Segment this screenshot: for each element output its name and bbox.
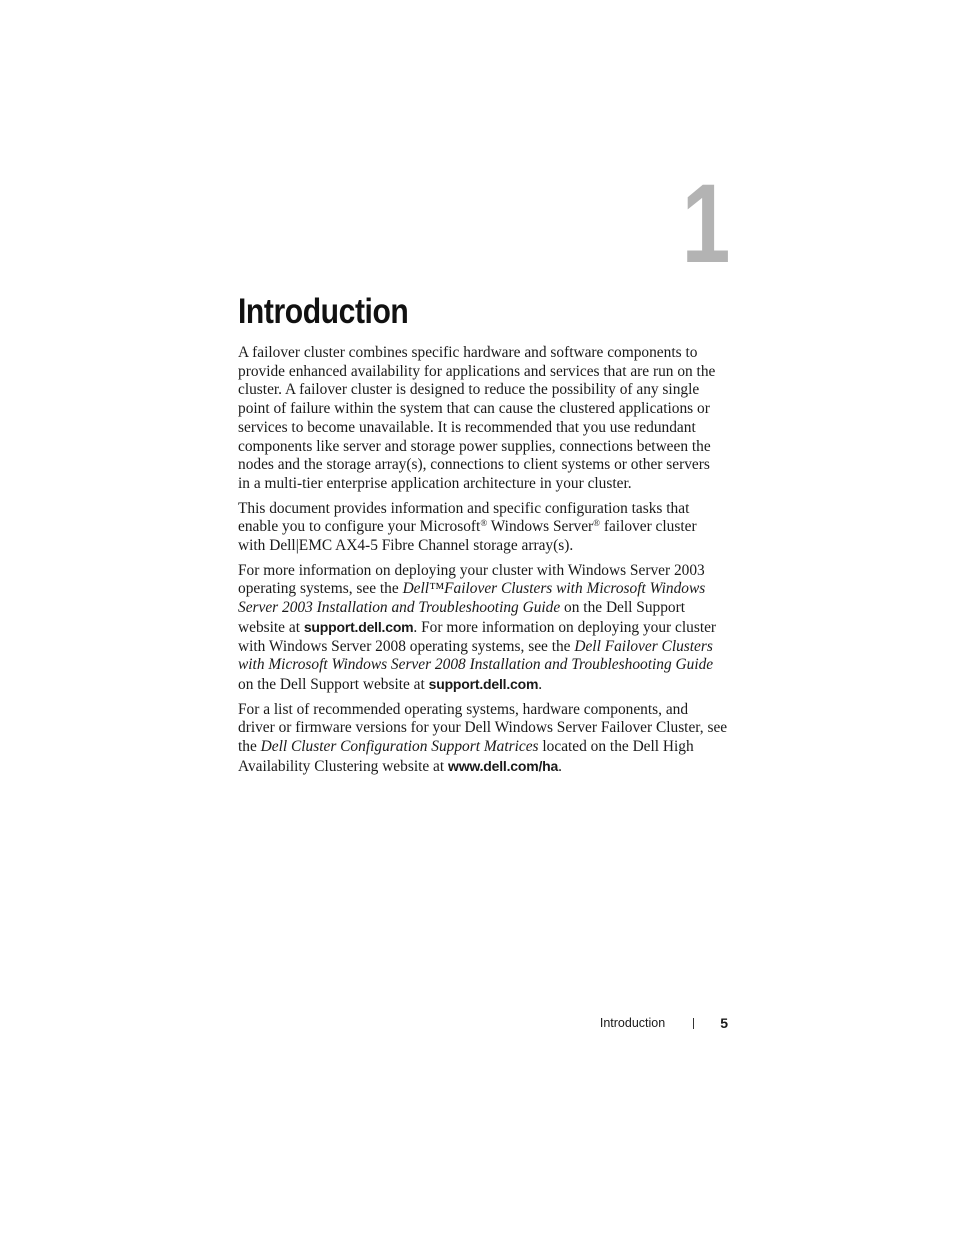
text-line: For a list of recommended operating systems, hardware components, and (238, 700, 689, 718)
text-segment: Windows Server (487, 518, 594, 536)
text-line: with Dell|EMC AX4-5 Fibre Channel storage array(s). (238, 537, 574, 555)
registered-mark: ® (480, 518, 488, 529)
ha-website-link[interactable]: www.dell.com/ha (448, 757, 559, 774)
support-matrices-title: Dell Cluster Configuration Support Matrices (260, 738, 539, 756)
text-line: services to become unavailable. It is recommended that you use redundant (238, 418, 696, 436)
text-line (238, 675, 738, 695)
chapter-number: 1 (681, 161, 730, 286)
text-segment: on the Dell Support website at (238, 675, 429, 693)
paragraph-more-info (238, 562, 738, 695)
text-line (238, 599, 738, 618)
text-segment: the (238, 738, 261, 756)
text-line (238, 580, 738, 599)
text-line: in a multi-tier enterprise application architecture in your cluster. (238, 474, 632, 492)
text-segment: located on the Dell High (538, 738, 694, 756)
text-line (238, 656, 738, 675)
text-line: nodes and the storage array(s), connections to client systems or other servers (238, 456, 710, 474)
text-line: provide enhanced availability for applications and services that are run on the (238, 362, 716, 380)
text-line: cluster. A failover cluster is designed to reduce the possibility of any single (238, 381, 700, 399)
text-segment: Availability Clustering website at (238, 757, 449, 775)
footer-section-title: Introduction (599, 1016, 666, 1030)
text-line: This document provides information and specific configuration tasks that (238, 499, 690, 517)
text-line (238, 518, 738, 537)
paragraph-support-matrix (238, 701, 738, 777)
text-segment: . (558, 757, 562, 775)
support-link[interactable]: support.dell.com (428, 675, 539, 692)
page-title: Introduction (238, 292, 409, 331)
page-footer (600, 1015, 728, 1031)
text-line: point of failure within the system that can cause the clustered applications or (238, 400, 710, 418)
footer-separator (693, 1018, 694, 1029)
text-segment: enable you to configure your Microsoft (238, 518, 481, 536)
text-line: A failover cluster combines specific hardware and software components to (238, 344, 698, 361)
text-line: For more information on deploying your cluster with Windows Server 2003 (238, 561, 705, 579)
guide-title-2008: Dell Failover Clusters (574, 637, 713, 655)
text-line (238, 618, 738, 638)
text-segment: with Windows Server 2008 operating systems, see the (238, 637, 575, 655)
text-segment: failover cluster (600, 518, 697, 536)
guide-title-2003-cont: Server 2003 Installation and Troubleshooting Guide (238, 599, 561, 617)
text-segment: on the Dell Support (560, 599, 686, 617)
text-line (238, 757, 738, 777)
text-line (238, 738, 738, 757)
body-text (238, 344, 738, 782)
text-segment: . (538, 675, 543, 693)
paragraph-document-scope (238, 500, 738, 556)
registered-mark: ® (593, 518, 600, 529)
guide-title-2008-cont: with Microsoft Windows Server 2008 Installation and Troubleshooting Guide (238, 656, 714, 674)
page-number: 5 (720, 1015, 728, 1031)
text-line: driver or firmware versions for your Dell Windows Server Failover Cluster, see (238, 719, 728, 737)
text-segment: website at (238, 618, 304, 636)
text-line (238, 638, 738, 657)
text-segment: . For more information on deploying your cluster (413, 618, 717, 636)
guide-title-2003: Dell™Failover Clusters with Microsoft Windows (402, 580, 706, 598)
paragraph-intro (238, 344, 738, 494)
text-segment: operating systems, see the (238, 580, 403, 598)
text-line: components like server and storage power supplies, connections between the (238, 437, 711, 455)
support-link[interactable]: support.dell.com (303, 618, 414, 635)
